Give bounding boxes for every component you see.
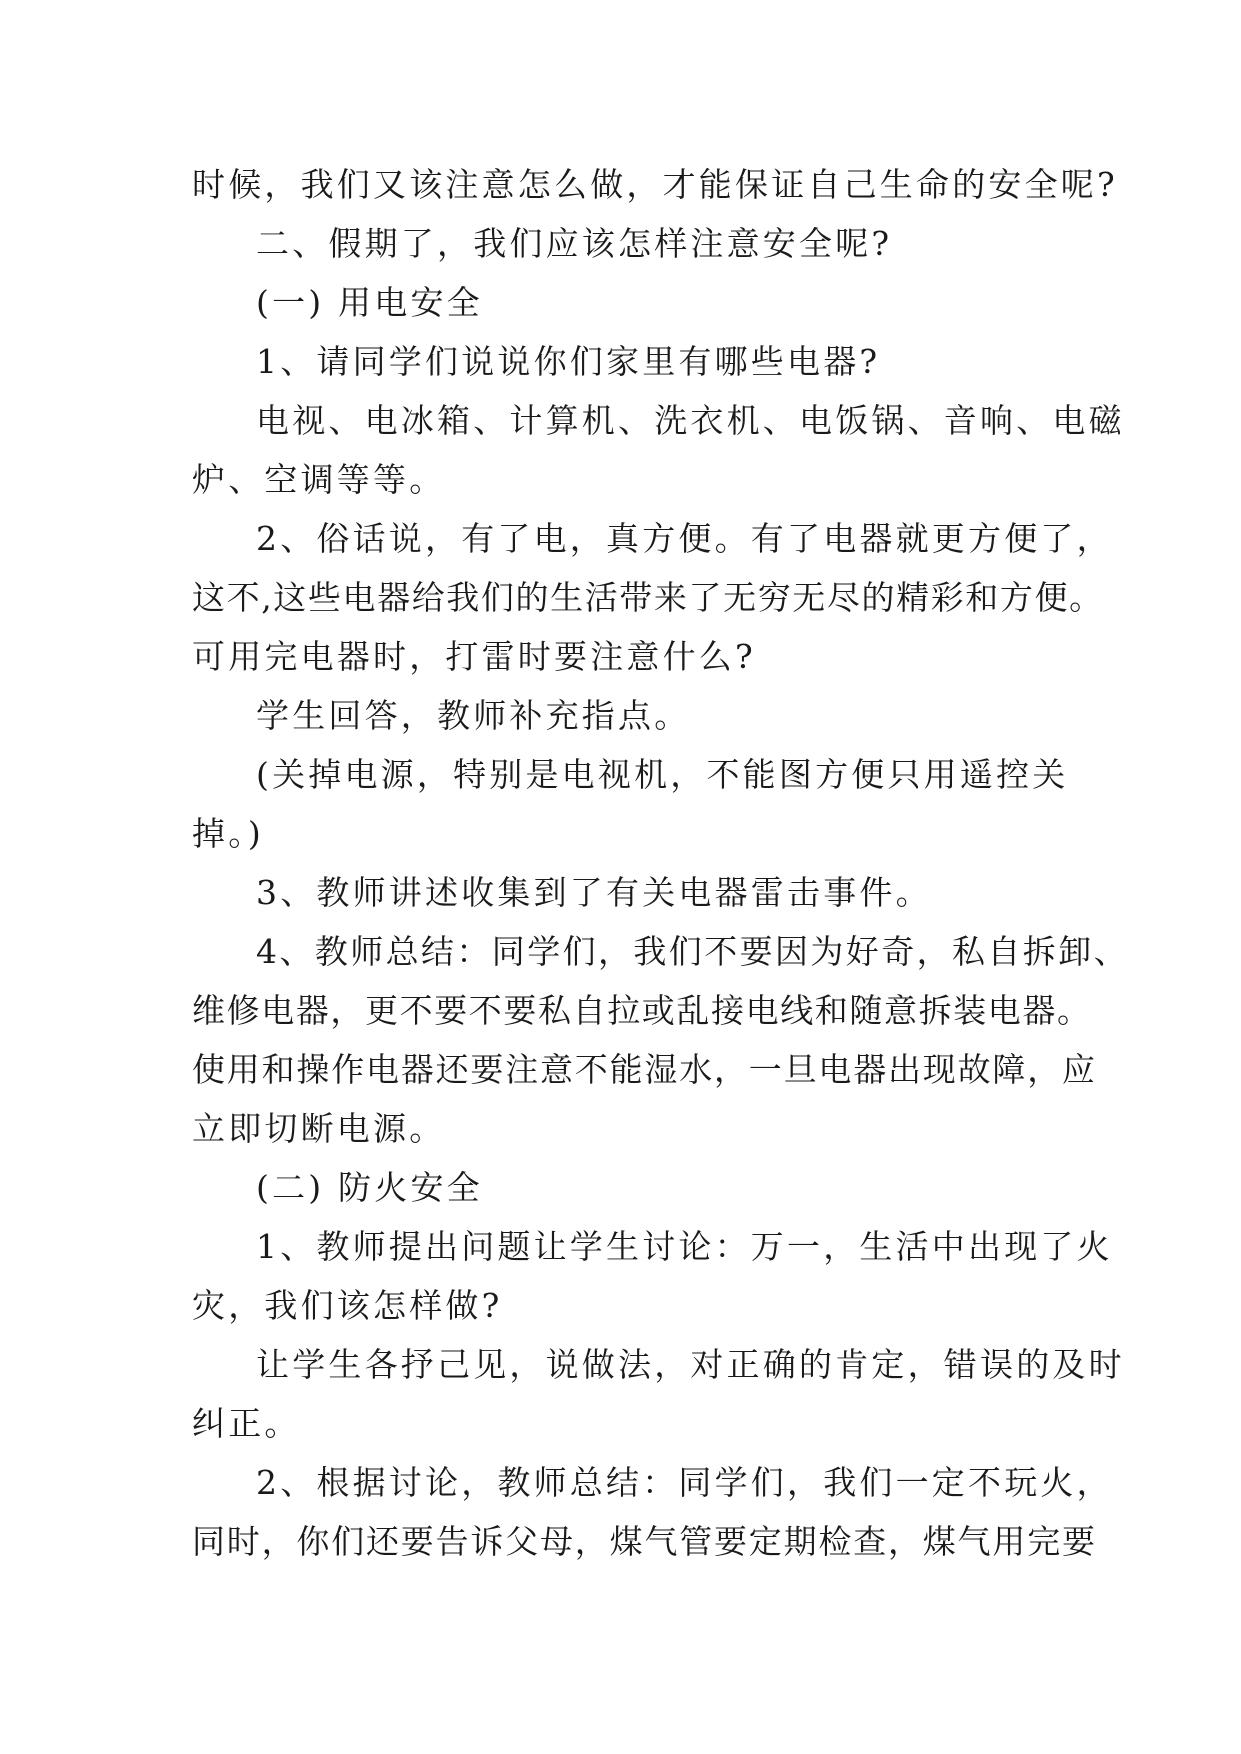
text-line-13: 3、教师讲述收集到了有关电器雷击事件。 (256, 873, 932, 912)
text-line-14: 4、教师总结：同学们，我们不要因为好奇，私自拆卸、 (256, 932, 1129, 971)
text-line-2: 二、假期了，我们应该怎样注意安全呢? (256, 224, 893, 263)
text-line-12: 掉。) (192, 814, 264, 853)
text-line-20: 灾，我们该怎样做? (192, 1286, 503, 1325)
text-line-19: 1、教师提出问题让学生讨论：万一，生活中出现了火 (256, 1227, 1113, 1266)
text-line-5: 电视、电冰箱、计算机、洗衣机、电饭锅、音响、电磁 (256, 401, 1125, 440)
text-line-7: 2、俗话说，有了电，真方便。有了电器就更方便了， (256, 519, 1113, 558)
text-line-24: 同时，你们还要告诉父母，煤气管要定期检查，煤气用完要 (192, 1522, 1097, 1561)
text-line-11: (关掉电源，特别是电视机，不能图方便只用遥控关 (256, 755, 1069, 794)
text-line-9: 可用完电器时，打雷时要注意什么? (192, 637, 756, 676)
text-line-23: 2、根据讨论，教师总结：同学们，我们一定不玩火， (256, 1463, 1113, 1502)
text-line-16: 使用和操作电器还要注意不能湿水，一旦电器出现故障，应 (192, 1050, 1097, 1089)
text-line-4: 1、请同学们说说你们家里有哪些电器? (256, 342, 881, 381)
text-line-6: 炉、空调等等。 (192, 460, 446, 499)
text-line-10: 学生回答，教师补充指点。 (256, 696, 691, 735)
section-heading-fire-safety: (二) 防火安全 (256, 1168, 483, 1207)
text-line-15: 维修电器，更不要不要私自拉或乱接电线和随意拆装电器。 (192, 991, 1092, 1030)
section-heading-electric-safety: (一) 用电安全 (256, 283, 483, 322)
text-line-21: 让学生各抒己见，说做法，对正确的肯定，错误的及时 (256, 1345, 1125, 1384)
text-line-17: 立即切断电源。 (192, 1109, 446, 1148)
text-line-22: 纠正。 (192, 1404, 301, 1443)
text-line-8: 这不,这些电器给我们的生活带来了无穷无尽的精彩和方便。 (192, 578, 1104, 617)
text-line-1: 时候，我们又该注意怎么做，才能保证自己生命的安全呢? (192, 165, 1118, 204)
